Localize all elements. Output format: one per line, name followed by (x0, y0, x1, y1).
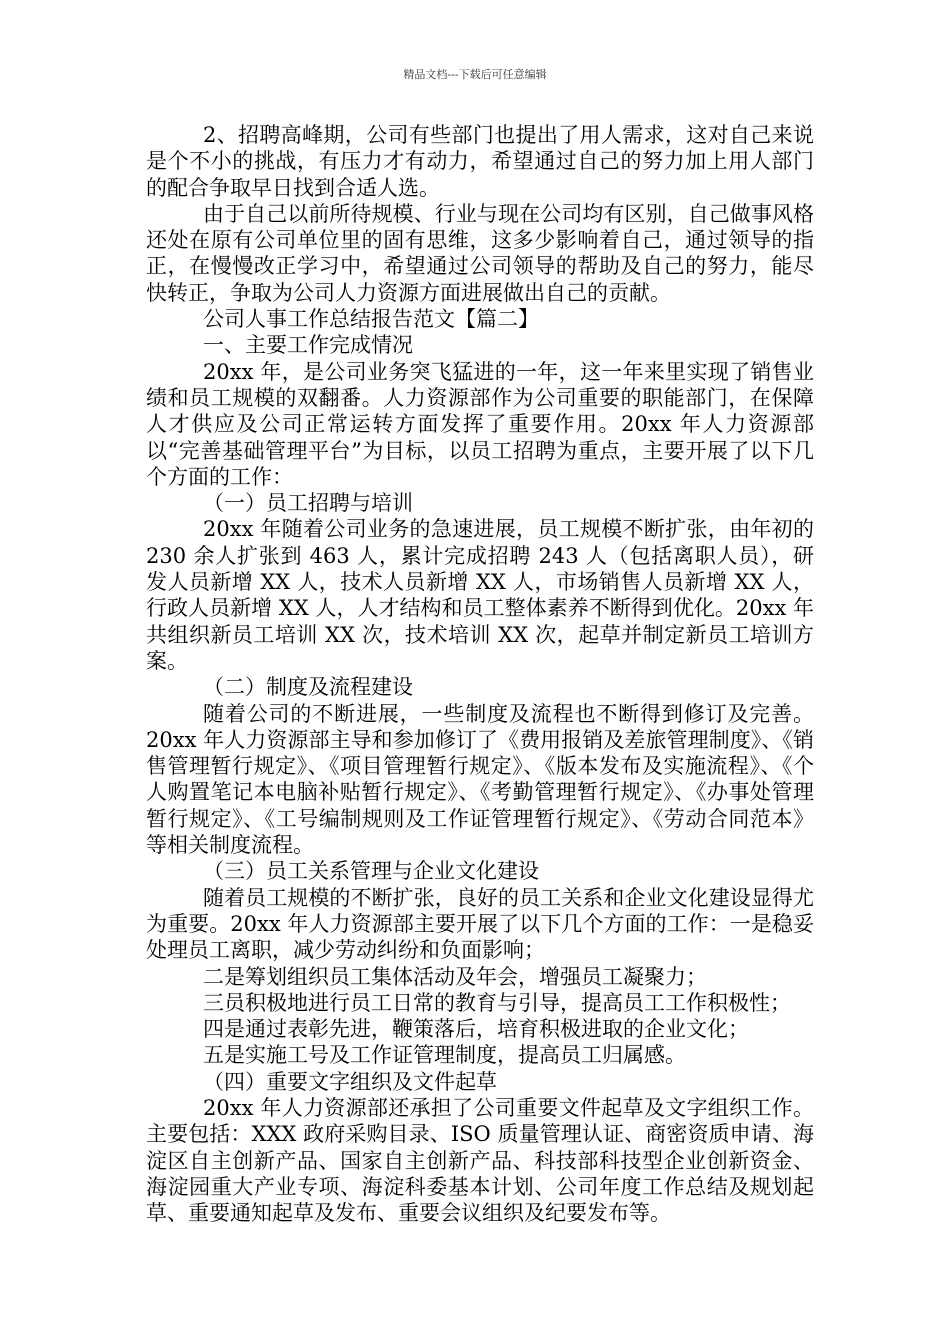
paragraph: 随着员工规模的不断扩张，良好的员工关系和企业文化建设显得尤为重要。20xx 年人力资源部主要开展了以下几个方面的工作：一是稳妥处理员工离职，减少劳动纠纷和负面影响； (146, 885, 814, 963)
paragraph: 随着公司的不断进展，一些制度及流程也不断得到修订及完善。20xx 年人力资源部主导和参加修订了《费用报销及差旅管理制度》、《销售管理暂行规定》、《项目管理暂行规定》、《版本发布及实施流程》、《个人购置笔记本电脑补贴暂行规定》、《考勤管理暂行规定》、《办事处管理暂行规定》、《工号编制规则及工作证管理暂行规定》、《劳动合同范本》等相关制度流程。 (146, 701, 814, 858)
paragraph: 四是通过表彰先进，鞭策落后，培育积极进取的企业文化； (203, 1017, 749, 1042)
page-header: 精品文档---下载后可任意编辑 (403, 68, 547, 81)
paragraph: 五是实施工号及工作证管理制度，提高员工归属感。 (203, 1043, 686, 1068)
subsection-heading: （二）制度及流程建设 (203, 675, 413, 700)
section-heading: 一、主要工作完成情况 (203, 333, 413, 358)
paragraph: 二是筹划组织员工集体活动及年会，增强员工凝聚力； (203, 964, 707, 989)
section-title: 公司人事工作总结报告范文【篇二】 (203, 307, 539, 332)
paragraph: 三员积极地进行员工日常的教育与引导，提高员工工作积极性； (203, 990, 791, 1015)
paragraph: 2、招聘高峰期，公司有些部门也提出了用人需求，这对自己来说是个不小的挑战，有压力才有动力，希望通过自己的努力加上用人部门的配合争取早日找到合适人选。 (146, 123, 814, 200)
paragraph: 由于自己以前所待规模、行业与现在公司均有区别，自己做事风格还处在原有公司单位里的固有思维，这多少影响着自己，通过领导的指正，在慢慢改正学习中，希望通过公司领导的帮助及自己的努力，能尽快转正，争取为公司人力资源方面进展做出自己的贡献。 (146, 201, 814, 305)
paragraph: 20xx 年，是公司业务突飞猛进的一年，这一年来里实现了销售业绩和员工规模的双翻番。人力资源部作为公司重要的职能部门，在保障人才供应及公司正常运转方面发挥了重要作用。20xx 年人力资源部以“完善基础管理平台”为目标，以员工招聘为重点，主要开展了以下几个方面的工作： (146, 359, 814, 489)
subsection-heading: （一）员工招聘与培训 (203, 491, 413, 516)
document-body (146, 122, 814, 1226)
subsection-heading: （四）重要文字组织及文件起草 (203, 1069, 497, 1094)
paragraph: 20xx 年随着公司业务的急速进展，员工规模不断扩张，由年初的 230 余人扩张到 463 人，累计完成招聘 243 人（包括离职人员），研发人员新增 XX 人，技术人员新增 XX 人，市场销售人员新增 XX 人，行政人员新增 XX 人，人才结构和员工整体素养不断得到优化。20xx 年共组织新员工培训 XX 次，技术培训 XX 次，起草并制定新员工培训方案。 (146, 517, 814, 673)
subsection-heading: （三）员工关系管理与企业文化建设 (203, 859, 539, 884)
paragraph: 20xx 年人力资源部还承担了公司重要文件起草及文字组织工作。主要包括：XXX 政府采购目录、ISO 质量管理认证、商密资质申请、海淀区自主创新产品、国家自主创新产品、科技部科技型企业创新资金、海淀园重大产业专项、海淀科委基本计划、公司年度工作总结及规划起草、重要通知起草及发布、重要会议组织及纪要发布等。 (146, 1095, 814, 1226)
